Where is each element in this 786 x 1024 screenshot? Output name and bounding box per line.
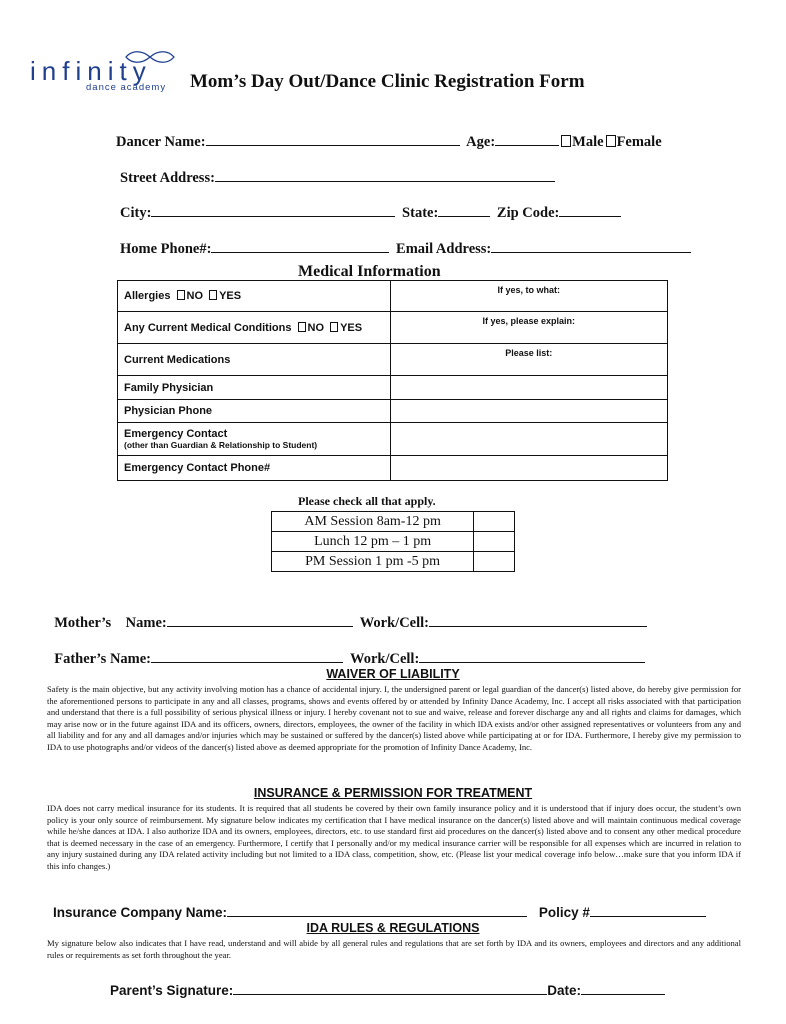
sessions-heading: Please check all that apply.	[298, 494, 436, 508]
insurance-company-field[interactable]	[227, 903, 527, 917]
city-row	[120, 203, 621, 222]
city-field[interactable]	[151, 203, 395, 217]
father-row	[47, 632, 645, 668]
email-field[interactable]	[491, 239, 691, 253]
emergency-contact-cell	[118, 423, 391, 456]
mother-name-label: Mother’s Name:	[54, 615, 167, 631]
conditions-no-checkbox[interactable]	[298, 322, 306, 332]
father-name-label: Father’s Name:	[54, 651, 152, 667]
allergies-yes-label: YES	[219, 290, 242, 302]
dancer-name-label: Dancer Name:	[116, 134, 206, 150]
insurance-text: IDA does not carry medical insurance for its students. It is required that all students be covered by their own family insurance policy and it is understood that if injury does occur, the student’s own policy is your only source of reimbursement. My signature below indicates my certification that I have medical insurance on the dancer(s) listed above and will maintain continuous medical coverage while he/she dances at IDA. I also authorize IDA and its owners, employees, directors, etc. to use standard first aid procedures on the dancer(s) listed above and to consent any other medical procedure that is deemed necessary in the case of an emergency. Furthermore, I certify that I personally and/or my medical insurance carrier will be responsible for all expenses which are incurred in relation to any injury sustained during any IDA related activity including but not limited to a IDA class, competition, show, etc. (Please list your medical coverage info below…make sure that you inform IDA if this info changes.)	[47, 803, 741, 871]
conditions-label: Any Current Medical Conditions	[124, 321, 292, 334]
insurance-row	[53, 903, 706, 920]
logo-subtitle: dance academy	[86, 82, 167, 93]
dancer-name-row	[116, 132, 662, 151]
medications-detail-label: Please list:	[505, 348, 553, 358]
policy-label: Policy #	[538, 905, 590, 920]
home-phone-label: Home Phone#:	[120, 241, 212, 257]
session-am-checkbox[interactable]	[474, 512, 515, 532]
policy-field[interactable]	[590, 903, 706, 917]
parent-signature-field[interactable]	[233, 981, 547, 995]
allergies-yes-checkbox[interactable]	[209, 290, 217, 300]
table-row	[272, 552, 515, 572]
medications-field[interactable]	[390, 344, 667, 376]
medical-heading: Medical Information	[298, 263, 441, 280]
emergency-contact-label: Emergency Contact	[124, 428, 228, 440]
allergies-no-label: NO	[186, 290, 204, 302]
conditions-yes-checkbox[interactable]	[330, 322, 338, 332]
waiver-heading: WAIVER OF LIABILITY	[326, 667, 460, 681]
physician-phone-label: Physician Phone	[118, 400, 391, 423]
allergies-detail-field[interactable]	[390, 281, 667, 312]
father-work-field[interactable]	[419, 649, 645, 663]
table-row	[272, 532, 515, 552]
conditions-no-label: NO	[307, 321, 325, 334]
emergency-contact-note: (other than Guardian & Relationship to Student)	[124, 440, 318, 450]
logo	[30, 50, 180, 95]
table-row	[118, 312, 668, 344]
session-am-label: AM Session 8am-12 pm	[272, 512, 474, 532]
conditions-detail-field[interactable]	[390, 312, 667, 344]
male-label: Male	[572, 134, 604, 150]
conditions-yes-label: YES	[340, 321, 363, 334]
session-pm-label: PM Session 1 pm -5 pm	[272, 552, 474, 572]
dancer-name-field[interactable]	[206, 132, 460, 146]
waiver-text: Safety is the main objective, but any activity involving motion has a chance of accidental injury. I, the undersigned parent or legal guardian of the dancer(s) listed above, do hereby give permission for the aforementioned persons to participate in any and all classes, programs, shows and events offered by or attended by Infinity Dance Academy, Inc. I accept all risks associated with that participation and understand that there is a full possibility of serious physical illness or injury. I hereby covenant not to sue and waive, release and forever discharge any and all rights and claims for damages, which may arise now or in the future against IDA and its officers, owners, directors, employees, the owner of the facility in which IDA exists and/or other assigned representatives or volunteers from any and all liability and for any and all damages and/or injuries which may be sustained or suffered by the dancer(s) listed above while participating at or for IDA. Furthermore, I hereby give my permission to IDA to use photographs and/or videos of the dancer(s) listed above as deemed appropriate for the promotion of Infinity Dance Academy, Inc.	[47, 684, 741, 752]
conditions-cell	[118, 312, 391, 344]
allergies-cell	[118, 281, 391, 312]
father-work-label: Work/Cell:	[350, 651, 420, 667]
table-row	[118, 423, 668, 456]
table-row	[118, 456, 668, 481]
mother-row	[47, 596, 647, 632]
emergency-contact-field[interactable]	[390, 423, 667, 456]
parent-signature-label: Parent’s Signature:	[110, 983, 234, 998]
medical-table	[117, 280, 668, 481]
session-lunch-checkbox[interactable]	[474, 532, 515, 552]
insurance-heading: INSURANCE & PERMISSION FOR TREATMENT	[253, 786, 533, 800]
family-physician-field[interactable]	[390, 376, 667, 400]
allergies-no-checkbox[interactable]	[177, 290, 185, 300]
state-field[interactable]	[438, 203, 490, 217]
email-label: Email Address:	[396, 241, 492, 257]
sessions-table	[271, 511, 515, 572]
emergency-phone-label: Emergency Contact Phone#	[118, 456, 391, 481]
logo-word: infinity	[30, 56, 152, 86]
table-row	[118, 344, 668, 376]
city-label: City:	[120, 205, 152, 221]
mother-work-label: Work/Cell:	[359, 615, 429, 631]
female-checkbox[interactable]	[606, 135, 616, 147]
date-label: Date:	[547, 983, 582, 998]
state-label: State:	[402, 205, 439, 221]
rules-text: My signature below also indicates that I have read, understand and will abide by all general rules and regulations that are set forth by IDA and its owners, employees and directors and any additional rules or requirements as set forth throughout the year.	[47, 938, 741, 960]
date-field[interactable]	[581, 981, 665, 995]
rules-heading: IDA RULES & REGULATIONS	[306, 921, 480, 935]
table-row	[118, 400, 668, 423]
table-row	[118, 281, 668, 312]
physician-phone-field[interactable]	[390, 400, 667, 423]
insurance-company-label: Insurance Company Name:	[53, 905, 228, 920]
mother-work-field[interactable]	[429, 613, 647, 627]
family-physician-label: Family Physician	[118, 376, 391, 400]
street-row	[120, 168, 555, 187]
allergies-label: Allergies	[124, 290, 171, 302]
mother-name-field[interactable]	[167, 613, 353, 627]
age-label: Age:	[466, 134, 496, 150]
home-phone-field[interactable]	[211, 239, 389, 253]
page-title: Mom’s Day Out/Dance Clinic Registration Form	[190, 71, 585, 92]
male-checkbox[interactable]	[561, 135, 571, 147]
female-label: Female	[616, 134, 662, 150]
signature-row	[110, 981, 665, 998]
emergency-phone-field[interactable]	[390, 456, 667, 481]
street-label: Street Address:	[120, 170, 215, 186]
session-lunch-label: Lunch 12 pm – 1 pm	[272, 532, 474, 552]
table-row	[118, 376, 668, 400]
zip-field[interactable]	[559, 203, 621, 217]
street-field[interactable]	[215, 168, 555, 182]
phone-row	[120, 239, 691, 258]
conditions-detail-label: If yes, please explain:	[482, 316, 576, 326]
zip-label: Zip Code:	[496, 205, 560, 221]
table-row	[272, 512, 515, 532]
session-pm-checkbox[interactable]	[474, 552, 515, 572]
allergies-detail-label: If yes, to what:	[497, 285, 561, 295]
age-field[interactable]	[495, 132, 559, 146]
father-name-field[interactable]	[151, 649, 343, 663]
medications-label: Current Medications	[118, 344, 391, 376]
